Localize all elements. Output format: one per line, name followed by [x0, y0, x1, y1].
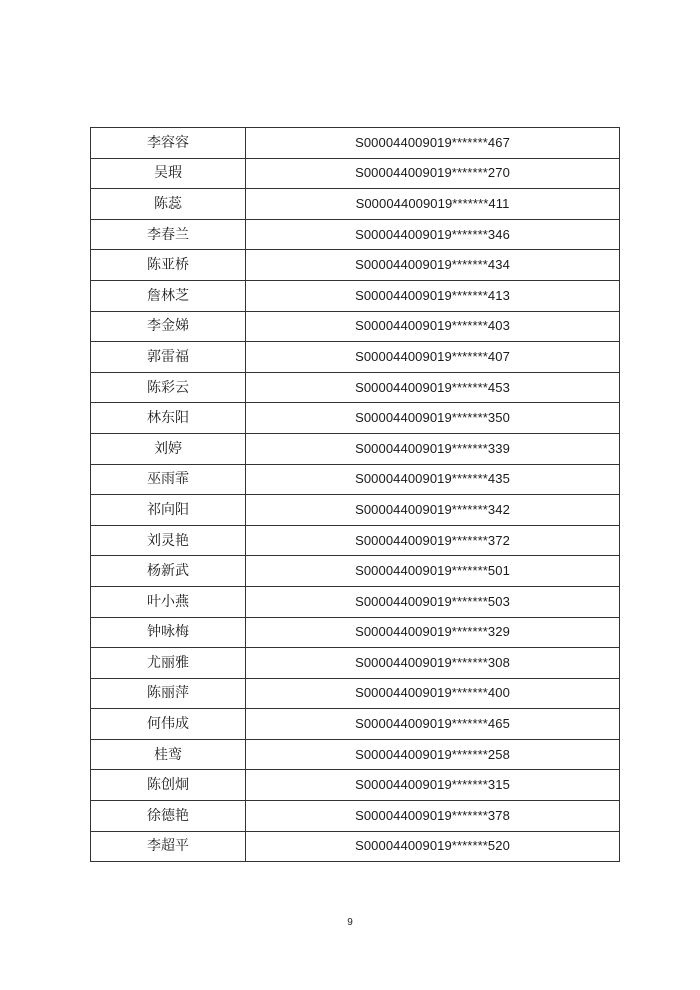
- table-row: [91, 280, 620, 311]
- name-cell: 林东阳: [91, 403, 246, 434]
- table-row: [91, 586, 620, 617]
- certificate-code-cell: S000044009019*******501: [246, 556, 620, 587]
- name-cell: 何伟成: [91, 709, 246, 740]
- table-row: [91, 158, 620, 189]
- certificate-code-cell: S000044009019*******270: [246, 158, 620, 189]
- certificate-code-cell: S000044009019*******315: [246, 770, 620, 801]
- certificate-code-cell: S000044009019*******434: [246, 250, 620, 281]
- name-cell: 陈丽萍: [91, 678, 246, 709]
- certificate-code-cell: S000044009019*******520: [246, 831, 620, 862]
- certificate-code-cell: S000044009019*******308: [246, 648, 620, 679]
- name-cell: 巫雨霏: [91, 464, 246, 495]
- table-row: [91, 617, 620, 648]
- name-cell: 祁向阳: [91, 495, 246, 526]
- roster-table: [90, 127, 620, 862]
- certificate-code-cell: S000044009019*******258: [246, 739, 620, 770]
- certificate-code-cell: S000044009019*******400: [246, 678, 620, 709]
- name-cell: 刘灵艳: [91, 525, 246, 556]
- name-cell: 尤丽雅: [91, 648, 246, 679]
- certificate-code-cell: S000044009019*******378: [246, 801, 620, 832]
- name-cell: 郭雷福: [91, 342, 246, 373]
- name-cell: 陈蕊: [91, 189, 246, 220]
- certificate-code-cell: S000044009019*******411: [246, 189, 620, 220]
- name-cell: 李春兰: [91, 219, 246, 250]
- table-row: [91, 342, 620, 373]
- table-row: [91, 495, 620, 526]
- certificate-code-cell: S000044009019*******350: [246, 403, 620, 434]
- certificate-code-cell: S000044009019*******407: [246, 342, 620, 373]
- table-row: [91, 311, 620, 342]
- table-row: [91, 128, 620, 159]
- table-row: [91, 678, 620, 709]
- certificate-code-cell: S000044009019*******465: [246, 709, 620, 740]
- table-row: [91, 770, 620, 801]
- name-cell: 吴瑕: [91, 158, 246, 189]
- table-row: [91, 709, 620, 740]
- table-row: [91, 219, 620, 250]
- page-number: 9: [347, 917, 353, 928]
- table-row: [91, 372, 620, 403]
- certificate-code-cell: S000044009019*******339: [246, 433, 620, 464]
- name-cell: 陈彩云: [91, 372, 246, 403]
- name-cell: 陈创炯: [91, 770, 246, 801]
- certificate-code-cell: S000044009019*******342: [246, 495, 620, 526]
- certificate-code-cell: S000044009019*******403: [246, 311, 620, 342]
- table-row: [91, 433, 620, 464]
- name-cell: 刘婷: [91, 433, 246, 464]
- roster-table-body: [91, 128, 620, 862]
- table-row: [91, 556, 620, 587]
- certificate-code-cell: S000044009019*******413: [246, 280, 620, 311]
- table-row: [91, 189, 620, 220]
- name-cell: 李超平: [91, 831, 246, 862]
- name-cell: 詹林芝: [91, 280, 246, 311]
- certificate-code-cell: S000044009019*******467: [246, 128, 620, 159]
- table-row: [91, 250, 620, 281]
- certificate-code-cell: S000044009019*******372: [246, 525, 620, 556]
- name-cell: 杨新武: [91, 556, 246, 587]
- table-row: [91, 739, 620, 770]
- table-row: [91, 831, 620, 862]
- certificate-code-cell: S000044009019*******453: [246, 372, 620, 403]
- table-row: [91, 464, 620, 495]
- name-cell: 陈亚桥: [91, 250, 246, 281]
- certificate-code-cell: S000044009019*******329: [246, 617, 620, 648]
- table-row: [91, 801, 620, 832]
- certificate-code-cell: S000044009019*******346: [246, 219, 620, 250]
- table-row: [91, 525, 620, 556]
- name-cell: 钟咏梅: [91, 617, 246, 648]
- certificate-code-cell: S000044009019*******435: [246, 464, 620, 495]
- table-row: [91, 648, 620, 679]
- certificate-code-cell: S000044009019*******503: [246, 586, 620, 617]
- name-cell: 桂鸾: [91, 739, 246, 770]
- name-cell: 李容容: [91, 128, 246, 159]
- table-row: [91, 403, 620, 434]
- name-cell: 叶小燕: [91, 586, 246, 617]
- name-cell: 徐德艳: [91, 801, 246, 832]
- name-cell: 李金娣: [91, 311, 246, 342]
